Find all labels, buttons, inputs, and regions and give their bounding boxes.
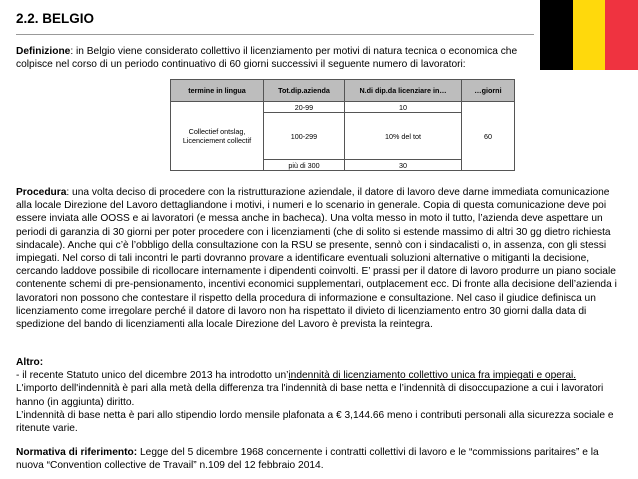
header-days: …giorni	[462, 80, 515, 102]
thresholds-table	[170, 79, 515, 171]
altro-section	[16, 356, 622, 435]
altro-label: Altro:	[16, 357, 44, 368]
definizione-text: : in Belgio viene considerato collettivo il licenziamento per motivi di natura tecnica o economica che colpisce nel corso di un periodo continuativo di 60 giorni successivi il seguente numero di lavoratori:	[16, 46, 518, 71]
n-cell: 30	[345, 160, 462, 171]
belgium-flag	[540, 0, 638, 70]
normativa-label: Normativa di riferimento:	[16, 447, 138, 458]
normativa-paragraph	[16, 446, 622, 472]
definizione-paragraph	[16, 45, 536, 71]
table-row	[171, 102, 515, 113]
slide-title: 2.2. BELGIO	[16, 11, 95, 26]
procedura-label: Procedura	[16, 187, 67, 198]
altro-line-1-prefix: - il recente Statuto unico del dicembre 2013 ha introdotto un’	[16, 370, 289, 382]
days-cell: 60	[462, 102, 515, 171]
altro-line-2: L'importo dell'indennità è pari alla metà della differenza tra l'indennità di base netta e l’indennità di disoccupazione a cui i lavoratori hanno (in aggiunta) diritto.	[16, 383, 604, 408]
procedura-text: : una volta deciso di procedere con la ristrutturazione aziendale, il datore di lavoro deve darne immediata comunicazione alla locale Direzione del Lavoro dettagliandone i motivi, i numeri e lo scenario in generale. Copia di questa comunicazione deve poi essere inviata alle OOSS e ai lavoratori (e messa anche in bacheca). Una volta messo in moto il tutto, l’azienda deve aspettare un periodi di garanzia di 30 giorni per poter procedere con i licenziamenti (che di solito si estende massimo di altri 30 gg dietro richiesta sindacale). Anche qui c’è l’obbligo della consultazione con la RSU se presente, sennò con i sindacalisti o, in assenza, con gli stessi impiegati. Nel corso di tali incontri le parti dovranno provare a identificare eventuali soluzioni alternative o mitiganti la decisione, cercando laddove possibile di ricollocare internamente i dipendenti coinvolti. E’ prassi per il datore di lavoro produrre un piano sociale contenente schemi di pre-pensionamento, incentivi economici supplementari, outplacement ecc. Di fronte alla decisione dell’azienda i lavoratori non possono che contestare il rispetto della procedura di informazione e consultazione. Nel caso il giudice definisca un licenziamento come irregolare perché il datore di lavoro non ha rispettato il divieto di licenziamento entro 30 giorni dalla data di spedizione del bando di licenziamenti alla locale Direzione del Lavoro è prevista la reintegra.	[16, 187, 617, 331]
altro-line-3: L’indennità di base netta è pari allo stipendio lordo mensile plafonata a € 3,144.66 meno i contributi personali alla sicurezza sociale e ritenute varie.	[16, 409, 614, 435]
tot-cell: 100-299	[264, 113, 345, 160]
header-term: termine in lingua	[171, 80, 264, 102]
definizione-label: Definizione	[16, 46, 71, 57]
header-tot: Tot.dip.azienda	[264, 80, 345, 102]
n-cell: 10% del tot	[345, 113, 462, 160]
tot-cell: 20-99	[264, 102, 345, 113]
flag-stripe-black	[540, 0, 573, 70]
table-header-row	[171, 80, 515, 102]
altro-line-1-underlined: indennità di licenziamento collettivo unica fra impiegati e operai.	[288, 370, 577, 382]
term-cell: Collectief ontslag, Licenciement collectif	[171, 102, 264, 171]
normativa-text: Legge del 5 dicembre 1968 concernente i contratti collettivi di lavoro e le “commissions paritaires” e la nuova “Convention collective de Travail” n.109 del 12 febbraio 2014.	[16, 447, 599, 472]
title-divider	[16, 34, 534, 35]
procedura-paragraph	[16, 186, 622, 331]
n-cell: 10	[345, 102, 462, 113]
altro-line-1	[16, 369, 622, 382]
flag-stripe-yellow	[573, 0, 606, 70]
flag-stripe-red	[605, 0, 638, 70]
tot-cell: più di 300	[264, 160, 345, 171]
header-n: N.di dip.da licenziare in…	[345, 80, 462, 102]
